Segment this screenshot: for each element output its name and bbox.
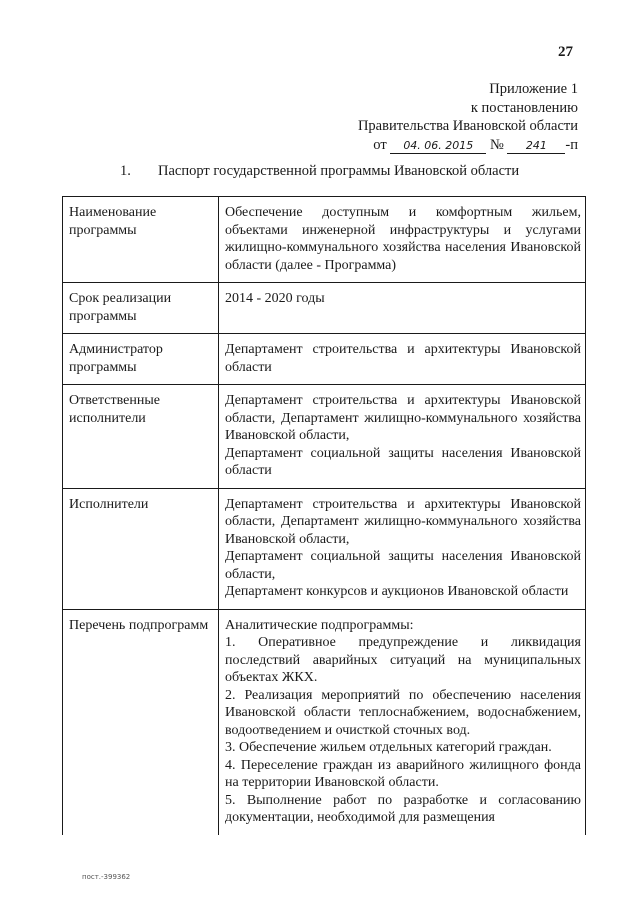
value-paragraph: Обеспечение доступным и комфортным жильем, объектами инженерной инфраструктуры и услугами жилищно-коммунального хозяйства населения Ивановской области (далее - Программа)	[225, 205, 581, 273]
table-row	[63, 385, 586, 489]
appendix-authority: Правительства Ивановской области	[357, 118, 578, 134]
value-paragraph: 3. Обеспечение жильем отдельных категорий граждан.	[225, 740, 552, 755]
value-paragraph: Департамент строительства и архитектуры Ивановской области, Департамент жилищно-коммунального хозяйства Ивановской области,	[225, 496, 581, 547]
table-row	[63, 609, 586, 835]
row-value	[219, 334, 586, 385]
value-paragraph: 1. Оперативное предупреждение и ликвидация последствий аварийных ситуаций на муниципальных объектах ЖКХ.	[225, 635, 581, 685]
handwritten-date: 04. 06. 2015	[390, 139, 486, 154]
value-paragraph: Департамент конкурсов и аукционов Ивановской области	[225, 584, 569, 599]
value-paragraph: Департамент строительства и архитектуры Ивановской области	[225, 342, 581, 375]
value-paragraph: Аналитические подпрограммы:	[225, 617, 414, 633]
value-paragraph: Департамент строительства и архитектуры Ивановской области, Департамент жилищно-коммунального хозяйства Ивановской области,	[225, 393, 581, 443]
row-label: Ответственные исполнители	[63, 385, 219, 489]
table-row	[63, 488, 586, 609]
section-title	[120, 163, 519, 180]
number-suffix: -п	[565, 136, 578, 153]
document-id: пост.-399362	[82, 873, 131, 881]
value-paragraph: 5. Выполнение работ по разработке и согласованию документации, необходимой для размещения	[225, 792, 581, 825]
row-label: Администратор программы	[63, 334, 219, 385]
page-number: 27	[558, 44, 573, 60]
appendix-header	[358, 80, 578, 154]
section-title-text: Паспорт государственной программы Ивановской области	[158, 163, 520, 179]
row-value	[219, 385, 586, 489]
row-label: Исполнители	[63, 488, 219, 609]
row-value	[219, 609, 586, 835]
value-paragraph: 2014 - 2020 годы	[225, 291, 325, 306]
program-passport-table	[62, 196, 586, 835]
row-value	[219, 283, 586, 334]
appendix-date-number	[358, 136, 578, 155]
row-value	[219, 197, 586, 283]
value-paragraph: 2. Реализация мероприятий по обеспечению населения Ивановской области теплоснабжением, водоснабжением, водоотведением и очисткой сточных вод.	[225, 687, 581, 738]
value-paragraph: Департамент социальной защиты населения Ивановской области,	[225, 549, 581, 582]
row-value	[219, 488, 586, 609]
row-label: Перечень подпрограмм	[63, 609, 219, 835]
table-row	[63, 334, 586, 385]
appendix-decree: к постановлению	[470, 99, 578, 116]
handwritten-number: 241	[507, 139, 565, 154]
number-label: №	[489, 136, 504, 153]
row-label: Срок реализации программы	[63, 283, 219, 334]
value-paragraph: Департамент социальной защиты населения Ивановской области	[225, 445, 581, 478]
table-row	[63, 283, 586, 334]
table-row	[63, 197, 586, 283]
from-label: от	[373, 136, 387, 153]
row-label: Наименование программы	[63, 197, 219, 283]
section-number: 1.	[120, 163, 131, 179]
appendix-title: Приложение 1	[489, 81, 578, 97]
value-paragraph: 4. Переселение граждан из аварийного жилищного фонда на территории Ивановской области.	[225, 757, 581, 790]
